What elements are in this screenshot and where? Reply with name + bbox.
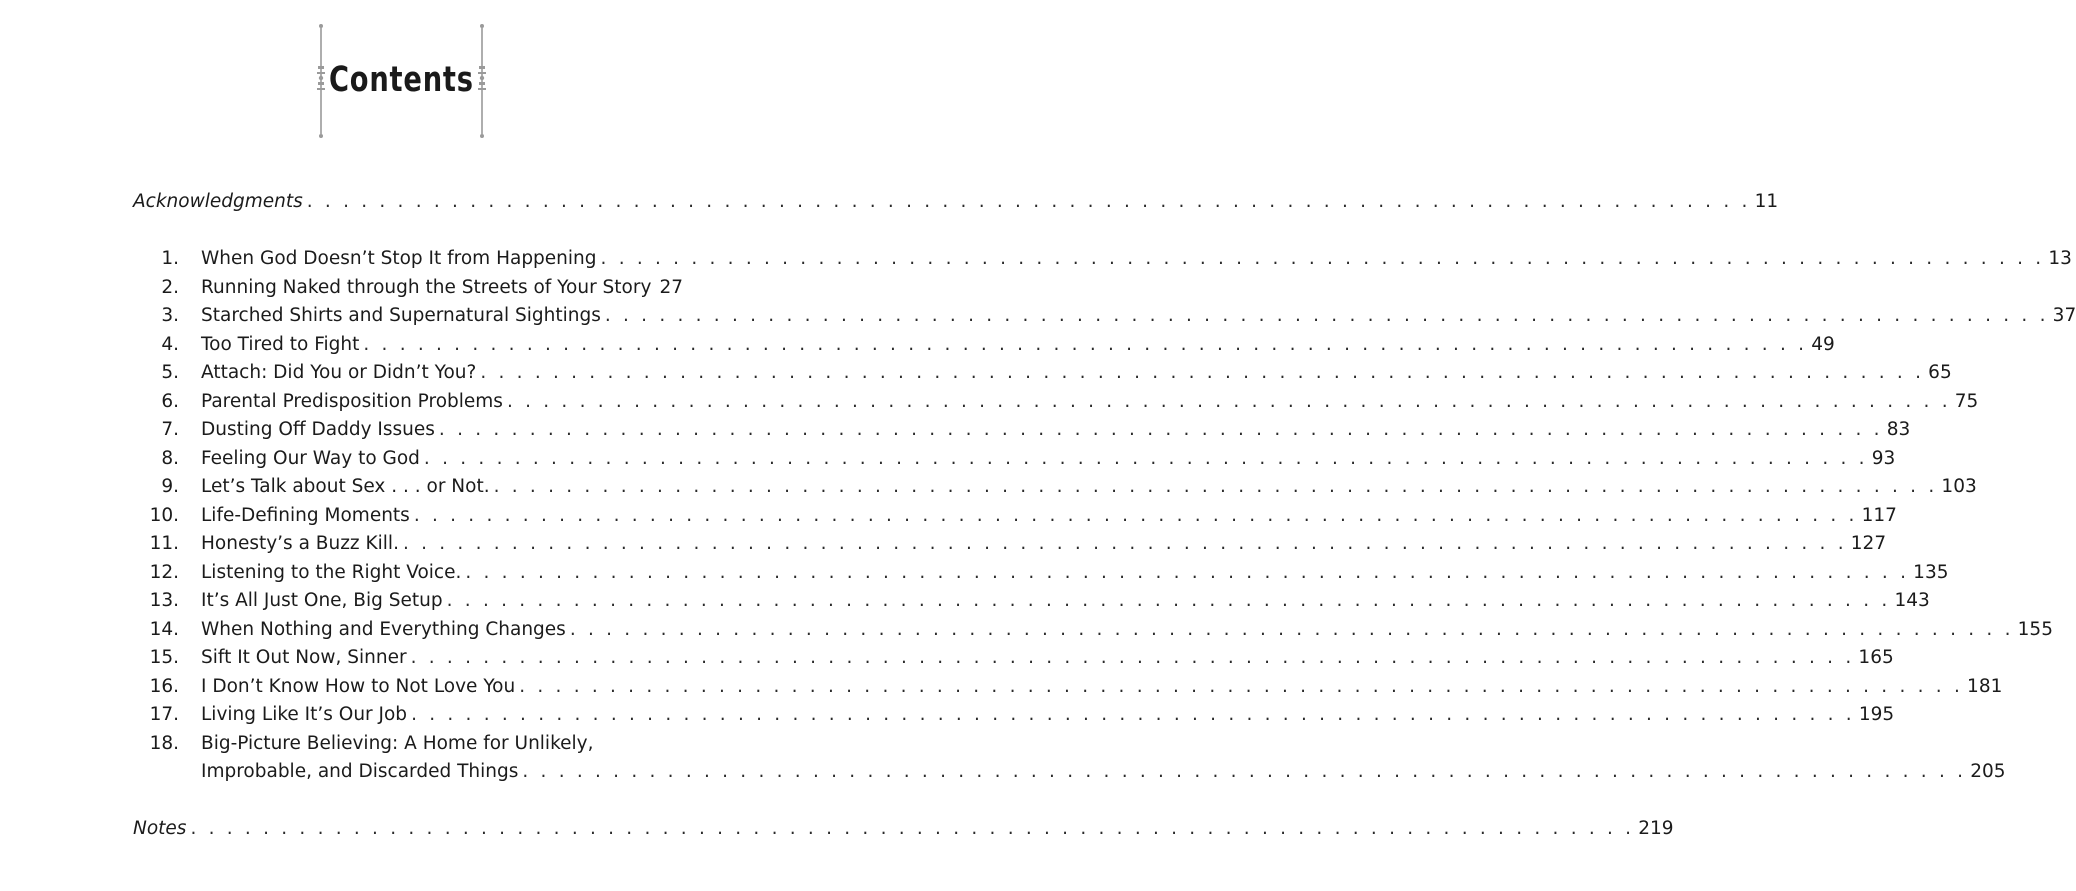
toc-page-number: 195 xyxy=(1858,704,1895,725)
toc-chapter-row[interactable] xyxy=(0,644,1894,672)
dot-leader xyxy=(411,644,1855,672)
toc-entry-title: When Nothing and Everything Changes xyxy=(201,618,566,640)
toc-entry xyxy=(201,502,1897,530)
dot-leader xyxy=(424,445,1868,473)
chapter-number: 1. xyxy=(161,248,179,269)
toc-entry-title: Parental Predisposition Problems xyxy=(201,390,503,412)
toc-page-number: 83 xyxy=(1886,419,1911,440)
toc-entry-title: Too Tired to Fight xyxy=(201,333,360,355)
toc-chapter-row-second-line[interactable] xyxy=(0,758,2006,786)
chapter-number: 9. xyxy=(161,476,179,497)
toc-entry-title-continued: Improbable, and Discarded Things xyxy=(201,761,519,782)
dot-leader xyxy=(447,587,1891,615)
toc-entry-title: Sift It Out Now, Sinner xyxy=(201,647,407,668)
chapter-number: 13. xyxy=(149,590,179,611)
chapter-number: 6. xyxy=(161,390,179,412)
toc-page-number: 37 xyxy=(2052,305,2076,326)
toc-page-number: 117 xyxy=(1861,504,1897,526)
toc-entry xyxy=(201,559,1949,587)
toc-chapter-row[interactable] xyxy=(0,502,1897,530)
toc-entry xyxy=(133,188,1779,216)
chapter-number: 17. xyxy=(149,704,179,725)
toc-entry-title: Feeling Our Way to God xyxy=(201,447,420,469)
dot-leader xyxy=(570,616,2014,644)
chapter-number: 15. xyxy=(149,647,179,668)
toc-entry-title: Life-Defining Moments xyxy=(201,504,410,526)
toc-entry xyxy=(201,274,683,302)
toc-page-number: 11 xyxy=(1754,191,1779,212)
dot-leader xyxy=(403,530,1847,558)
page-title: Contents xyxy=(328,60,474,100)
toc-chapter-row[interactable] xyxy=(0,587,1930,615)
toc-entry xyxy=(201,388,1979,416)
dot-leader xyxy=(190,815,1634,843)
toc-chapter-row[interactable] xyxy=(0,359,1952,387)
toc-entry xyxy=(201,359,1952,387)
toc-entry-title: Running Naked through the Streets of Your Story xyxy=(201,276,652,298)
toc-entry xyxy=(201,616,2053,644)
toc-chapter-row[interactable] xyxy=(0,673,2003,701)
toc-page-number: 181 xyxy=(1967,675,2003,697)
chapter-number: 4. xyxy=(161,333,179,355)
dot-leader xyxy=(507,388,1951,416)
toc-chapter-row[interactable] xyxy=(0,331,1835,359)
dot-leader xyxy=(307,188,1751,216)
toc-entry-title: Let’s Talk about Sex . . . or Not. xyxy=(201,476,490,497)
toc-entry-title: When God Doesn’t Stop It from Happening xyxy=(201,248,597,269)
dot-leader xyxy=(522,758,1966,786)
toc-chapter-row[interactable] xyxy=(0,274,803,302)
chapter-number: 8. xyxy=(161,447,179,469)
toc-page-number: 219 xyxy=(1638,818,1674,839)
toc-page-number: 103 xyxy=(1941,476,1977,497)
dot-leader xyxy=(439,416,1883,444)
toc-page-number: 143 xyxy=(1894,590,1930,611)
toc-page-number: 127 xyxy=(1850,533,1887,554)
toc-acknowledgments-row[interactable] xyxy=(0,188,1779,216)
toc-entry xyxy=(201,530,1887,558)
toc-chapter-row[interactable] xyxy=(0,701,1895,729)
toc-entry xyxy=(201,445,1896,473)
dot-leader xyxy=(465,559,1909,587)
chapter-number: 2. xyxy=(161,276,179,298)
toc-page-number: 65 xyxy=(1928,362,1952,383)
chapter-number: 7. xyxy=(161,419,179,440)
toc-page-number: 165 xyxy=(1858,647,1894,668)
toc-chapter-row[interactable] xyxy=(0,445,1896,473)
toc-chapter-row[interactable] xyxy=(0,473,1977,501)
toc-entry xyxy=(201,473,1977,501)
dot-leader xyxy=(605,302,2049,330)
toc-entry-title: Notes xyxy=(133,818,187,839)
dot-leader xyxy=(363,331,1807,359)
chapter-number: 18. xyxy=(149,732,179,754)
toc-chapter-row[interactable] xyxy=(0,559,1949,587)
toc-page-number: 13 xyxy=(2048,248,2072,269)
toc-entry xyxy=(201,245,2072,273)
dot-leader xyxy=(601,245,2045,273)
chapter-number: 12. xyxy=(149,561,179,583)
toc-entry xyxy=(201,673,2003,701)
toc-entry xyxy=(201,302,2076,330)
toc-entry xyxy=(201,758,2006,786)
toc-page-number: 135 xyxy=(1913,561,1949,583)
toc-chapter-row[interactable] xyxy=(0,245,2072,273)
toc-entry xyxy=(201,416,1911,444)
toc-entry xyxy=(201,331,1835,359)
toc-page-number: 155 xyxy=(2017,618,2053,640)
toc-page-number: 75 xyxy=(1954,390,1979,412)
toc-entry-title: Listening to the Right Voice. xyxy=(201,561,462,583)
chapter-number: 14. xyxy=(149,618,179,640)
right-ornament-icon xyxy=(474,22,490,140)
dot-leader xyxy=(519,673,1963,701)
contents-header xyxy=(0,22,803,142)
toc-entry-title: Living Like It’s Our Job xyxy=(201,704,408,725)
toc-entry-title: Big-Picture Believing: A Home for Unlikely, xyxy=(201,732,594,754)
chapter-number: 16. xyxy=(149,675,179,697)
toc-entry xyxy=(201,587,1930,615)
toc-entry-title: I Don’t Know How to Not Love You xyxy=(201,675,516,697)
toc-entry xyxy=(133,815,1674,843)
toc-page-number: 27 xyxy=(659,276,683,298)
dot-leader xyxy=(414,502,1858,530)
toc-chapter-row[interactable] xyxy=(0,302,2076,330)
toc-chapter-row[interactable] xyxy=(0,416,1911,444)
toc-chapter-row[interactable] xyxy=(0,388,1979,416)
toc-entry xyxy=(201,701,1895,729)
dot-leader xyxy=(494,473,1938,501)
toc-page-number: 205 xyxy=(1970,761,2006,782)
chapter-number: 10. xyxy=(149,504,179,526)
dot-leader xyxy=(411,701,1855,729)
toc-entry xyxy=(201,644,1894,672)
toc-entry-title: Attach: Did You or Didn’t You? xyxy=(201,362,477,383)
toc-entry-title: Acknowledgments xyxy=(133,191,303,212)
toc-page-number: 49 xyxy=(1811,333,1835,355)
toc-chapter-row-first-line[interactable] xyxy=(0,730,803,758)
toc-page-number: 93 xyxy=(1871,447,1896,469)
toc-chapter-row[interactable] xyxy=(0,530,1887,558)
chapter-number: 3. xyxy=(161,305,179,326)
toc-entry-title: Dusting Off Daddy Issues xyxy=(201,419,435,440)
chapter-number: 5. xyxy=(161,362,179,383)
dot-leader xyxy=(480,359,1924,387)
toc-entry-title: It’s All Just One, Big Setup xyxy=(201,590,443,611)
toc-entry-title: Honesty’s a Buzz Kill. xyxy=(201,533,399,554)
toc-chapter-row[interactable] xyxy=(0,616,2053,644)
toc-notes-row[interactable] xyxy=(0,815,1674,843)
toc-entry-title: Starched Shirts and Supernatural Sightings xyxy=(201,305,601,326)
chapter-number: 11. xyxy=(149,533,179,554)
